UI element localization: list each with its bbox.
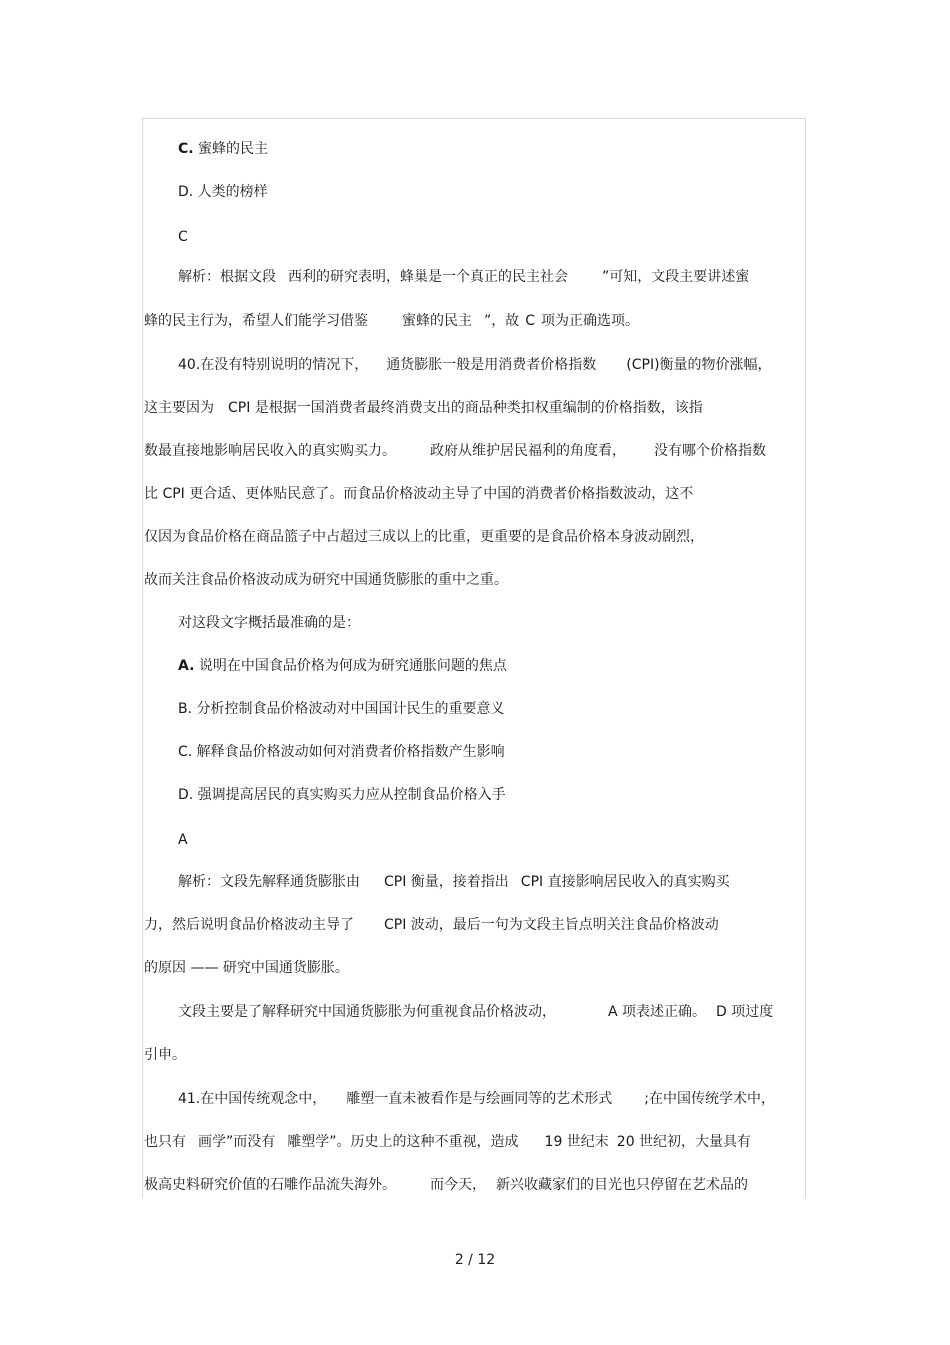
q40-stem-line-2: 这主要因为 CPI 是根据一国消费者最终消费支出的商品种类扣权重编制的价格指数，该指: [144, 400, 703, 416]
q40-analysis-line-2: 力，然后说明食品价格波动主导了 CPI 波动，最后一句为文段主旨点明关注食品价格波动: [144, 917, 719, 933]
q41-stem-line-1: 41.在中国传统观念中， 雕塑一直未被看作是与绘画同等的艺术形式 ;在中国传统学术中，: [178, 1091, 775, 1107]
q40-stem-line-3: 数最直接地影响居民收入的真实购买力。 政府从维护居民福利的角度看， 没有哪个价格指数: [144, 443, 766, 459]
q40-option-c: C. 解释食品价格波动如何对消费者价格指数产生影响: [178, 744, 505, 760]
q40-stem-line-5: 仅因为食品价格在商品篮子中占超过三成以上的比重，更重要的是食品价格本身波动剧烈，: [144, 529, 704, 545]
q40-question: 对这段文字概括最准确的是：: [178, 615, 360, 631]
q41-stem-line-2: 也只有 画学”而没有 雕塑学”。历史上的这种不重视，造成 19 世纪末 20 世纪初，大量具有: [144, 1134, 752, 1150]
q39-option-c: C. 蜜蜂的民主: [178, 141, 269, 157]
option-letter: A.: [178, 658, 195, 674]
q40-stem-line-1: 40.在没有特别说明的情况下， 通货膨胀一般是用消费者价格指数 (CPI)衡量的物价涨幅，: [178, 357, 772, 373]
q40-option-a: A. 说明在中国食品价格为何成为研究通胀问题的焦点: [178, 658, 507, 674]
q39-answer: C: [178, 229, 188, 245]
q40-analysis-line-3: 的原因 —— 研究中国通货膨胀。: [144, 960, 349, 976]
q41-stem-line-3: 极高史料研究价值的石雕作品流失海外。 而今天， 新兴收藏家们的目光也只停留在艺术品的: [144, 1177, 748, 1193]
q39-analysis-line-1: 解析：根据文段 西利的研究表明，蜂巢是一个真正的民主社会 ”可知，文段主要讲述蜜: [178, 269, 750, 285]
q39-analysis-line-2: 蜂的民主行为，希望人们能学习借鉴 蜜蜂的民主 ”，故 C 项为正确选项。: [144, 313, 640, 329]
q39-option-d: D. 人类的榜样: [178, 184, 268, 200]
q40-analysis-2-line-1: 文段主要是了解释研究中国通货膨胀为何重视食品价格波动， A 项表述正确。 D 项过度: [178, 1004, 774, 1020]
q40-analysis-2-line-2: 引申。: [144, 1047, 186, 1063]
q40-analysis-line-1: 解析：文段先解释通货膨胀由 CPI 衡量，接着指出 CPI 直接影响居民收入的真实购买: [178, 874, 730, 890]
q40-option-b: B. 分析控制食品价格波动对中国国计民生的重要意义: [178, 701, 505, 717]
q40-stem-line-4: 比 CPI 更合适、更体贴民意了。而食品价格波动主导了中国的消费者价格指数波动，这不: [144, 486, 694, 502]
q40-stem-line-6: 故而关注食品价格波动成为研究中国通货膨胀的重中之重。: [144, 572, 508, 588]
q40-option-d: D. 强调提高居民的真实购买力应从控制食品价格入手: [178, 787, 506, 803]
option-letter: C.: [178, 141, 194, 157]
q40-answer: A: [178, 832, 188, 848]
page-number: 2 / 12: [454, 1252, 496, 1268]
